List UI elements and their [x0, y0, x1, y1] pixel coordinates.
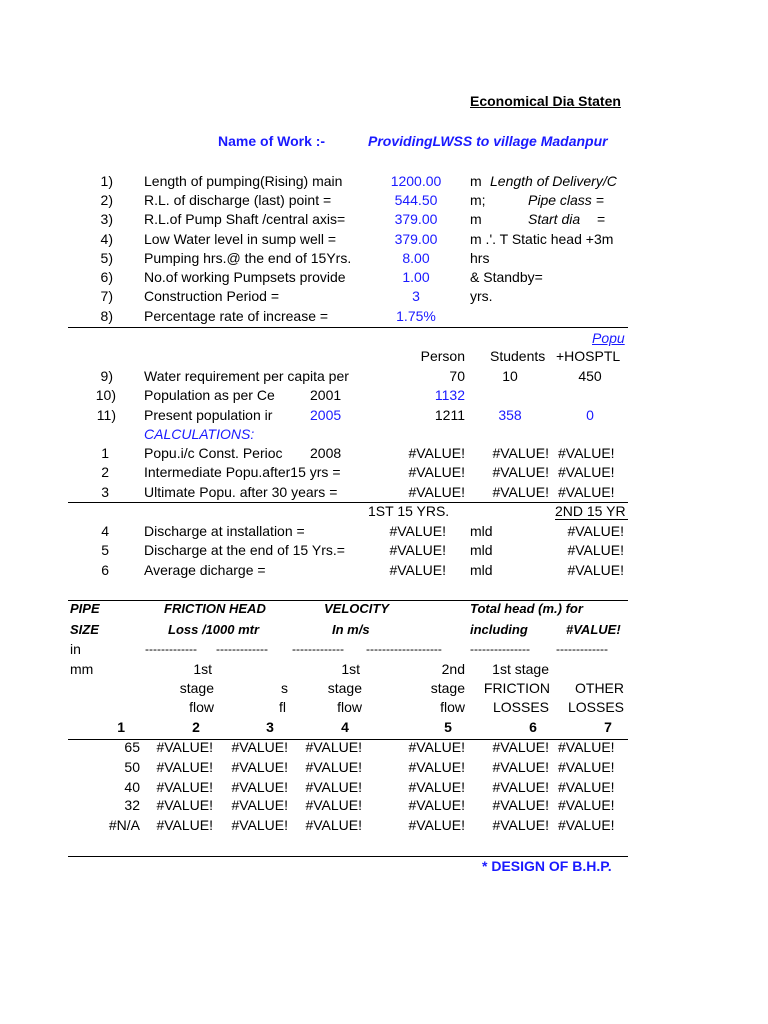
param-label: Low Water level in sump well =: [144, 231, 337, 247]
cell-col6: #VALUE!: [492, 817, 549, 833]
dash-sep: -------------: [145, 642, 197, 656]
cell-col4: #VALUE!: [305, 779, 362, 795]
param-unit: m .'. T Static head +3m: [470, 231, 614, 247]
row-year: 2001: [310, 387, 342, 403]
calc-v2: #VALUE!: [492, 445, 549, 461]
cell-size: 32: [124, 797, 140, 813]
calc-v1: #VALUE!: [408, 445, 465, 461]
cell-col7: #VALUE!: [558, 797, 615, 813]
header-ms: In m/s: [332, 622, 370, 637]
col-number: 7: [604, 719, 612, 735]
cell-col3: #VALUE!: [231, 779, 288, 795]
cell-size: 40: [124, 779, 140, 795]
param-extra-label: Length of Delivery/C: [490, 173, 617, 189]
row-label: Population as per Ce: [144, 387, 275, 403]
param-value: 544.50: [394, 192, 438, 208]
header-including: including: [470, 622, 528, 637]
discharge-v2: #VALUE!: [567, 523, 624, 539]
cell-col6: #VALUE!: [492, 759, 549, 775]
header-person: Person: [420, 348, 465, 364]
calc-v3: #VALUE!: [558, 445, 615, 461]
cell-col2: #VALUE!: [156, 739, 213, 755]
col-number: 2: [192, 719, 200, 735]
cell-col2: #VALUE!: [156, 779, 213, 795]
calc-v3: #VALUE!: [558, 464, 615, 480]
discharge-v1: #VALUE!: [389, 523, 446, 539]
row-person: 70: [449, 368, 465, 384]
param-value: 379.00: [394, 231, 438, 247]
footer-design-bhp: * DESIGN OF B.H.P.: [482, 858, 612, 874]
header-total: Total head (m.) for: [470, 601, 583, 616]
row-label: Present population ir: [144, 407, 273, 423]
param-unit: m: [470, 173, 482, 189]
header-col3-b: s: [281, 680, 288, 696]
param-no: 1): [100, 173, 113, 189]
row-students: 10: [502, 368, 518, 384]
header-col2-b: stage: [179, 680, 214, 696]
header-including-value: #VALUE!: [566, 622, 621, 637]
header-hosptl: +HOSPTL: [556, 348, 621, 364]
header-col7-b: OTHER: [575, 680, 624, 696]
header-mm: mm: [70, 661, 94, 677]
header-pipe: PIPE: [70, 601, 100, 616]
cell-col5: #VALUE!: [408, 759, 465, 775]
divider: [68, 502, 368, 503]
cell-col3: #VALUE!: [231, 759, 288, 775]
cell-col2: #VALUE!: [156, 797, 213, 813]
param-label: Length of pumping(Rising) main: [144, 173, 343, 189]
param-unit: & Standby=: [470, 269, 543, 285]
cell-col5: #VALUE!: [408, 739, 465, 755]
header-col6-c: LOSSES: [492, 699, 549, 715]
cell-col4: #VALUE!: [305, 797, 362, 813]
dash-sep: ---------------: [470, 642, 530, 656]
row-hosptl: 0: [586, 407, 594, 423]
cell-size: 65: [124, 739, 140, 755]
calc-no: 3: [101, 484, 109, 500]
calc-v1: #VALUE!: [408, 484, 465, 500]
row-label: Water requirement per capita per: [144, 368, 349, 384]
col-number: 5: [444, 719, 452, 735]
row-year: 2005: [310, 407, 342, 423]
calc-v2: #VALUE!: [492, 464, 549, 480]
header-col6-b: FRICTION: [483, 680, 550, 696]
dash-sep: -------------: [556, 642, 608, 656]
divider: [68, 327, 628, 328]
discharge-unit: mld: [470, 562, 493, 578]
param-unit: yrs.: [470, 288, 493, 304]
cell-col7: #VALUE!: [558, 779, 615, 795]
calc-v1: #VALUE!: [408, 464, 465, 480]
col-number: 1: [117, 719, 125, 735]
col-number: 6: [529, 719, 537, 735]
calculations-label: CALCULATIONS:: [144, 426, 255, 442]
calc-label: Popu.i/c Const. Perioc: [144, 445, 283, 461]
discharge-label: Discharge at the end of 15 Yrs.=: [144, 542, 345, 558]
param-label: R.L.of Pump Shaft /central axis=: [144, 211, 346, 227]
discharge-v1: #VALUE!: [389, 542, 446, 558]
calc-year: 2008: [310, 445, 342, 461]
param-label: Pumping hrs.@ the end of 15Yrs.: [144, 250, 352, 266]
cell-col5: #VALUE!: [408, 797, 465, 813]
divider: [368, 502, 628, 503]
cell-size: #N/A: [108, 817, 140, 833]
row-no: 10): [95, 387, 116, 403]
param-value: 8.00: [402, 250, 430, 266]
calc-no: 1: [101, 445, 109, 461]
col-number: 4: [341, 719, 349, 735]
header-size: SIZE: [70, 622, 99, 637]
cell-col5: #VALUE!: [408, 779, 465, 795]
popu-label: Popu: [592, 330, 625, 346]
cell-col7: #VALUE!: [558, 759, 615, 775]
cell-col6: #VALUE!: [492, 739, 549, 755]
discharge-v2: #VALUE!: [567, 562, 624, 578]
cell-col4: #VALUE!: [305, 739, 362, 755]
header-col2-a: 1st: [193, 661, 212, 677]
row-no: 9): [100, 368, 113, 384]
cell-col7: #VALUE!: [558, 739, 615, 755]
divider: [555, 519, 628, 520]
param-label: No.of working Pumpsets provide: [144, 269, 346, 285]
param-extra-label: Start dia: [528, 211, 581, 227]
calc-v3: #VALUE!: [558, 484, 615, 500]
cell-col5: #VALUE!: [408, 817, 465, 833]
header-velocity: VELOCITY: [324, 601, 390, 616]
discharge-label: Average dicharge =: [144, 562, 266, 578]
cell-col3: #VALUE!: [231, 817, 288, 833]
param-unit: m;: [470, 192, 486, 208]
discharge-v1: #VALUE!: [389, 562, 446, 578]
header-students: Students: [490, 348, 546, 364]
stage-first-header: 1ST 15 YRS.: [368, 503, 450, 519]
param-unit: m: [470, 211, 482, 227]
cell-col6: #VALUE!: [492, 797, 549, 813]
calc-no: 2: [101, 464, 109, 480]
header-col4-a: 1st: [341, 661, 360, 677]
param-value: 1.00: [402, 269, 430, 285]
page-title: Economical Dia Staten: [470, 93, 621, 109]
header-col5-a: 2nd: [441, 661, 465, 677]
header-col5-b: stage: [430, 680, 465, 696]
param-label: Percentage rate of increase =: [144, 308, 329, 324]
discharge-v2: #VALUE!: [567, 542, 624, 558]
cell-col3: #VALUE!: [231, 739, 288, 755]
row-students: 358: [498, 407, 522, 423]
param-no: 5): [100, 250, 113, 266]
stage-second-header: 2ND 15 YR: [555, 503, 626, 519]
param-no: 8): [100, 308, 113, 324]
calc-v2: #VALUE!: [492, 484, 549, 500]
param-value: 1.75%: [396, 308, 436, 324]
param-value: 379.00: [394, 211, 438, 227]
discharge-no: 5: [101, 542, 109, 558]
discharge-unit: mld: [470, 523, 493, 539]
calc-label: Intermediate Popu.after15 yrs =: [144, 464, 341, 480]
header-col4-b: stage: [327, 680, 362, 696]
header-loss: Loss /1000 mtr: [168, 622, 260, 637]
param-no: 4): [100, 231, 113, 247]
param-no: 6): [100, 269, 113, 285]
calc-label: Ultimate Popu. after 30 years =: [144, 484, 338, 500]
param-no: 2): [100, 192, 113, 208]
row-person: 1132: [434, 387, 465, 403]
param-extra-eq: =: [597, 211, 606, 227]
header-col7-c: LOSSES: [567, 699, 624, 715]
param-extra-label: Pipe class =: [528, 192, 604, 208]
discharge-label: Discharge at installation =: [144, 523, 305, 539]
header-col3-c: fl: [279, 699, 286, 715]
cell-col4: #VALUE!: [305, 817, 362, 833]
discharge-no: 4: [101, 523, 109, 539]
header-in: in: [70, 641, 81, 657]
cell-col3: #VALUE!: [231, 797, 288, 813]
cell-col6: #VALUE!: [492, 779, 549, 795]
header-friction: FRICTION HEAD: [164, 601, 266, 616]
cell-col2: #VALUE!: [156, 759, 213, 775]
param-value: 3: [412, 288, 420, 304]
row-person: 1211: [434, 407, 465, 423]
dash-sep: -------------------: [366, 642, 442, 656]
row-hosptl: 450: [578, 368, 602, 384]
row-no: 11): [96, 407, 116, 423]
header-col6-a: 1st stage: [492, 661, 549, 677]
discharge-no: 6: [101, 562, 109, 578]
param-label: R.L. of discharge (last) point =: [144, 192, 332, 208]
param-no: 3): [100, 211, 113, 227]
header-col4-c: flow: [337, 699, 362, 715]
cell-col4: #VALUE!: [305, 759, 362, 775]
header-col5-c: flow: [440, 699, 465, 715]
name-of-work-label: Name of Work :-: [218, 133, 326, 149]
dash-sep: -------------: [292, 642, 344, 656]
dash-sep: -------------: [216, 642, 268, 656]
param-no: 7): [100, 288, 113, 304]
col-number: 3: [266, 719, 274, 735]
cell-col2: #VALUE!: [156, 817, 213, 833]
discharge-unit: mld: [470, 542, 493, 558]
cell-col7: #VALUE!: [558, 817, 615, 833]
cell-size: 50: [124, 759, 140, 775]
param-value: 1200.00: [390, 173, 442, 189]
param-label: Construction Period =: [144, 288, 280, 304]
param-unit: hrs: [470, 250, 490, 266]
name-of-work-value: ProvidingLWSS to village Madanpur: [368, 133, 608, 149]
header-col2-c: flow: [189, 699, 214, 715]
